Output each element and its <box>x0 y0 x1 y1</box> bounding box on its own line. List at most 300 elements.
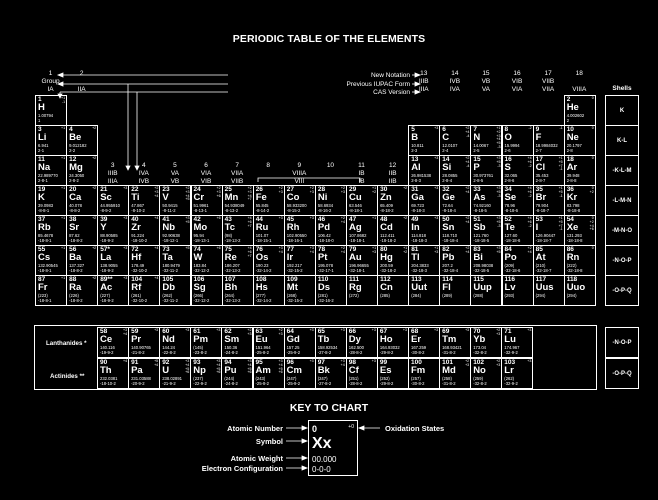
element-cell-hf <box>128 245 160 276</box>
oxidation-states: -1 <box>559 126 563 130</box>
atomic-number: 41 <box>162 216 170 223</box>
atomic-weight: 4.002602 <box>566 113 585 118</box>
element-cell-in <box>408 215 440 246</box>
element-cell-cr <box>191 185 223 216</box>
element-cell-te <box>502 215 534 246</box>
atomic-number: 56 <box>69 246 77 253</box>
electron-config: -18-18-3 <box>411 238 428 243</box>
element-cell-cm <box>284 358 316 389</box>
oxidation-states: +3 <box>465 328 470 332</box>
element-cell-be <box>66 125 98 156</box>
atomic-number: 24 <box>193 186 201 193</box>
element-cell-am <box>253 358 285 389</box>
electron-config: -18-16-1 <box>286 238 303 243</box>
atomic-number: 50 <box>442 216 450 223</box>
element-cell-i <box>533 215 565 246</box>
electron-config: -8-18-2 <box>380 208 394 213</box>
symbol: Uup <box>473 282 492 293</box>
atomic-number: 3 <box>38 126 42 133</box>
atomic-weight: (251) <box>348 376 359 381</box>
oxidation-states: +3 +4 +5 +6 <box>216 359 221 375</box>
electron-config: -8-9-2 <box>100 208 112 213</box>
atomic-number: 96 <box>286 359 294 366</box>
electron-config: -8-18-4 <box>442 208 456 213</box>
atomic-number: 14 <box>442 156 450 163</box>
electron-config: -32-18-8 <box>566 268 583 273</box>
symbol: Eu <box>255 334 268 345</box>
electron-config: 2-6 <box>504 148 511 153</box>
atomic-weight: 137.327 <box>69 263 85 268</box>
group-label: IB <box>358 178 365 185</box>
element-cell-as <box>470 185 502 216</box>
electron-config: -18-18-5 <box>473 238 490 243</box>
element-cell-ge <box>439 185 471 216</box>
oxidation-states: +1 +5 -1 <box>558 186 563 198</box>
symbol: Sn <box>442 222 455 233</box>
group-label: IVB <box>138 178 150 185</box>
oxidation-states: +3 +5 -3 <box>496 156 501 168</box>
symbol: As <box>473 192 486 203</box>
electron-config: -18-18-0 <box>317 238 334 243</box>
element-cell-h <box>35 95 67 126</box>
atomic-number: 66 <box>348 328 357 335</box>
oxidation-states: +1 +3 <box>434 246 439 254</box>
atomic-number: 32 <box>442 186 450 193</box>
atomic-number: 81 <box>411 246 419 253</box>
electron-config: -32-11-2 <box>162 268 178 273</box>
atomic-weight: 85.4678 <box>38 233 54 238</box>
electron-config: 2 <box>566 118 570 123</box>
element-cell-pb <box>439 245 471 276</box>
electron-config: -32-18-4 <box>442 268 459 273</box>
oxidation-states: +1 <box>60 216 66 220</box>
oxidation-states: +3 <box>527 328 532 332</box>
atomic-weight: 180.9479 <box>162 263 180 268</box>
electron-config: -18-18-6 <box>504 238 521 243</box>
oxidation-states: +3 +4 +5 +6 <box>278 359 283 375</box>
symbol: Cu <box>349 192 362 203</box>
atomic-weight: 55.845 <box>255 203 269 208</box>
atomic-number: 58 <box>100 328 108 335</box>
atomic-number: 10 <box>566 126 574 133</box>
atomic-number: 106 <box>193 276 205 283</box>
atomic-number: 93 <box>193 359 201 366</box>
atomic-weight: (252) <box>379 376 390 381</box>
symbol: Bh <box>224 282 238 293</box>
symbol: No <box>473 365 486 376</box>
electron-config: -32-18-1 <box>349 268 365 273</box>
symbol: H <box>38 102 45 113</box>
oxidation-states: +3 <box>123 246 128 250</box>
atomic-weight: 138.9055 <box>100 263 118 268</box>
oxidation-states: +3 +5 -3 <box>496 216 501 228</box>
element-cell-ra <box>66 275 98 306</box>
group-label: VIIB <box>230 178 244 185</box>
electron-config: -31-8-2 <box>442 381 456 386</box>
symbol: Uus <box>535 282 554 293</box>
electron-config: -30-8-2 <box>411 381 425 386</box>
atomic-weight: 140.90765 <box>131 345 151 350</box>
atomic-weight: 102.90550 <box>286 233 307 238</box>
symbol: He <box>566 102 579 113</box>
group-number-2: 2 <box>79 70 84 77</box>
shells-header: Shells <box>612 85 632 92</box>
new-notation-label: New Notation <box>370 72 410 79</box>
electron-config: 1 <box>38 118 41 123</box>
atomic-weight: 183.84 <box>193 263 207 268</box>
electron-config: -21-8-2 <box>131 350 145 355</box>
atomic-weight: (288) <box>473 293 484 298</box>
atomic-weight: 51.9961 <box>193 203 209 208</box>
electron-config: -32-14-2 <box>255 268 272 273</box>
electron-config: -29-8-2 <box>379 381 394 386</box>
group-number-4: 4 <box>142 162 146 169</box>
group-number-13: 13 <box>420 70 428 77</box>
atomic-number: 9 <box>535 126 540 133</box>
atomic-number: 72 <box>131 246 139 253</box>
atomic-number: 36 <box>566 186 574 193</box>
electron-config: -8-8-2 <box>69 208 81 213</box>
symbol: Sm <box>224 334 240 345</box>
atomic-number: 107 <box>224 276 236 283</box>
key-example-number: 0 <box>312 424 318 434</box>
atomic-number: 4 <box>69 126 73 133</box>
symbol: Ra <box>69 282 82 293</box>
key-example-symbol: Xx <box>312 435 332 452</box>
atomic-weight: 10.811 <box>411 143 424 148</box>
atomic-weight: 6.941 <box>38 143 49 148</box>
electron-config: -18-8-2 <box>69 238 83 243</box>
element-cell-tl <box>408 245 440 276</box>
electron-config: -18-9-2 <box>100 298 114 303</box>
oxidation-states: +2 +4 <box>465 246 470 254</box>
atomic-weight: 168.93421 <box>442 345 462 350</box>
atomic-weight: 1.00794 <box>38 113 54 118</box>
atomic-weight: (257) <box>411 376 421 381</box>
symbol: Mn <box>224 192 239 203</box>
element-cell-th <box>97 358 129 389</box>
atomic-weight: 39.0983 <box>38 203 54 208</box>
oxidation-states: +3 <box>309 359 314 363</box>
symbol: Ta <box>162 252 173 263</box>
atomic-number: 94 <box>224 359 232 366</box>
atomic-number: 46 <box>317 216 326 223</box>
oxidation-states: +1 <box>371 216 377 220</box>
element-cell-dy <box>346 327 378 358</box>
atomic-weight: 26.981538 <box>411 173 431 178</box>
electron-config: -32-11-2 <box>162 298 178 303</box>
group-number-3: 3 <box>110 162 115 169</box>
symbol: Br <box>535 192 547 203</box>
atomic-number: 13 <box>411 156 419 163</box>
element-cell-sn <box>439 215 471 246</box>
atomic-number: 57* <box>100 246 110 253</box>
group-number-16: 16 <box>513 70 521 77</box>
oxidation-states: +2 +3 <box>496 359 501 367</box>
symbol: Kr <box>566 192 578 203</box>
symbol: F <box>535 132 542 143</box>
symbol: Pu <box>224 365 237 376</box>
element-cell-hg <box>377 245 409 276</box>
oxidation-states: 0 <box>591 126 594 130</box>
electron-config: -22-8-2 <box>162 350 176 355</box>
element-cell-bi <box>470 245 502 276</box>
element-cell-au <box>346 245 378 276</box>
shell-cell: -N-O-P <box>605 245 639 276</box>
atomic-weight: 47.867 <box>131 203 145 208</box>
atomic-number: 44 <box>255 216 263 223</box>
symbol: Mt <box>286 282 298 293</box>
element-cell-sc <box>97 185 129 216</box>
symbol: Ir <box>286 252 294 263</box>
oxidation-states: +3 <box>434 216 439 220</box>
element-cell-pu <box>221 358 253 389</box>
atomic-weight: 88.90585 <box>100 233 118 238</box>
atomic-weight: 74.92160 <box>473 203 491 208</box>
symbol: Rn <box>566 252 580 263</box>
element-cell-fl <box>439 275 471 306</box>
cas-version-label: CAS Version <box>373 89 410 96</box>
atomic-weight: (247) <box>286 376 297 381</box>
symbol: Zn <box>380 192 392 203</box>
atomic-number: 97 <box>317 359 325 366</box>
group-label: IIIA <box>107 178 118 185</box>
atomic-weight: 118.710 <box>442 233 458 238</box>
element-cell-tb <box>315 327 347 358</box>
group-label: IVB <box>449 78 461 85</box>
electron-config: -32-15-2 <box>286 268 303 273</box>
symbol: Ga <box>411 192 424 203</box>
atomic-weight: (261) <box>131 293 142 298</box>
element-cell-sm <box>221 327 253 358</box>
atomic-weight: 186.207 <box>224 263 240 268</box>
atomic-number: 112 <box>380 276 391 283</box>
oxidation-states: +2 +3 +4 +5 <box>185 186 190 202</box>
element-cell-rg <box>346 275 378 306</box>
symbol: Na <box>38 162 51 173</box>
element-cell-ag <box>346 215 378 246</box>
atomic-weight: 164.93032 <box>379 345 400 350</box>
element-cell-he <box>564 95 596 126</box>
element-cell-lu <box>501 327 533 358</box>
atomic-number: 69 <box>442 328 450 335</box>
atomic-number: 52 <box>504 216 512 223</box>
electron-config: -18-8-2 <box>69 298 83 303</box>
element-cell-ti <box>128 185 160 216</box>
atomic-number: 23 <box>162 186 170 193</box>
atomic-weight: 54.938049 <box>224 203 245 208</box>
group-label: VIIA <box>230 170 244 177</box>
element-cell-ho <box>377 327 409 358</box>
symbol: Db <box>162 282 176 293</box>
symbol: Tl <box>411 252 420 263</box>
symbol: Re <box>224 252 237 263</box>
element-cell-ir <box>284 245 316 276</box>
symbol: Te <box>504 222 515 233</box>
group-label: VIIIA <box>292 170 307 177</box>
shell-cell: -O-P-Q <box>605 358 639 389</box>
atomic-number: 25 <box>224 186 232 193</box>
group-label: VIIIA <box>572 86 587 93</box>
symbol: U <box>162 365 170 376</box>
atomic-weight: 15.9994 <box>504 143 520 148</box>
electron-config: -32-13-2 <box>224 268 241 273</box>
electron-config: -32-8-2 <box>473 350 487 355</box>
atomic-number: 38 <box>69 216 77 223</box>
atomic-number: 54 <box>566 216 574 223</box>
element-cell-lv <box>502 275 534 306</box>
shell-cell: -O-P-Q <box>605 275 639 306</box>
atomic-number: 34 <box>504 186 512 193</box>
atomic-number: 118 <box>566 276 578 283</box>
oxidation-states: +3 <box>123 276 128 280</box>
atomic-weight: (277) <box>255 293 266 298</box>
element-cell-tm <box>439 327 471 358</box>
oxidation-states: +2 +4 -4 <box>465 156 470 168</box>
electron-config: -32-15-2 <box>286 298 303 303</box>
atomic-number: 61 <box>193 328 201 335</box>
element-cell-sg <box>191 275 223 306</box>
group-label: VIA <box>511 86 523 93</box>
oxidation-states: +3 +5 <box>496 246 501 254</box>
key-atomic-weight-label: Atomic Weight <box>230 454 283 463</box>
electron-config: -18-8-1 <box>38 268 52 273</box>
element-cell-v <box>159 185 191 216</box>
electron-config: -18-18-1 <box>349 238 365 243</box>
atomic-weight: (98) <box>224 233 233 238</box>
atomic-number: 76 <box>255 246 263 253</box>
element-cell-uup <box>470 275 502 306</box>
shell-cell: K <box>605 95 639 126</box>
symbol: Rf <box>131 282 142 293</box>
atomic-weight: (209) <box>504 263 515 268</box>
element-cell-no <box>470 358 502 389</box>
group-label: IIB <box>388 170 397 177</box>
oxidation-states: +4 +6 -2 <box>527 216 532 228</box>
shell-cell: -L-M-N <box>605 185 639 216</box>
symbol: Au <box>349 252 362 263</box>
atomic-number: 15 <box>473 156 481 163</box>
symbol: Be <box>69 132 82 143</box>
atomic-weight: (266) <box>193 293 204 298</box>
shell-cell: -M-N-O <box>605 215 639 246</box>
electron-config: -32-16-2 <box>317 298 334 303</box>
element-cell-ne <box>564 125 596 156</box>
electron-config: -8-18-1 <box>349 208 363 213</box>
electron-config: -18-12-1 <box>162 238 179 243</box>
electron-config: -8-18-3 <box>411 208 425 213</box>
symbol: B <box>411 132 419 143</box>
electron-config: -8-13-1 <box>193 208 207 213</box>
atomic-number: 78 <box>317 246 326 253</box>
atomic-weight: 140.116 <box>100 345 115 350</box>
atomic-number: 55 <box>38 246 46 253</box>
oxidation-states: +2 <box>92 246 97 250</box>
shell-cell: -K-L-M <box>605 155 639 186</box>
oxidation-states: +3 <box>434 156 439 160</box>
electron-config: 2-8-7 <box>535 178 546 183</box>
element-cell-yb <box>470 327 502 358</box>
atomic-number: 85 <box>535 246 543 253</box>
oxidation-states: -2 <box>528 126 532 130</box>
atomic-weight: (145) <box>193 345 204 350</box>
atomic-number: 114 <box>442 276 453 283</box>
oxidation-states: +3 <box>433 328 439 332</box>
symbol: Pd <box>317 222 331 233</box>
oxidation-states: +3 <box>527 359 532 363</box>
oxidation-states: +5 +4 <box>154 359 159 367</box>
key-example-oxidation: +0 <box>348 424 354 430</box>
electron-config: -21-9-2 <box>162 381 176 386</box>
oxidation-states: +2 <box>92 216 97 220</box>
atomic-weight: (293) <box>504 293 515 298</box>
atomic-number: 88 <box>69 276 77 283</box>
atomic-number: 47 <box>349 216 357 223</box>
symbol: Er <box>411 334 422 345</box>
atomic-number: 22 <box>131 186 139 193</box>
symbol: Lu <box>504 334 516 345</box>
key-example-config: 0-0-0 <box>312 465 331 474</box>
key-atomic-number-label: Atomic Number <box>227 424 283 433</box>
electron-config: -18-15-1 <box>255 238 272 243</box>
atomic-number: 35 <box>535 186 543 193</box>
oxidation-states: +2 +3 <box>340 186 345 194</box>
atomic-weight: (262) <box>162 293 173 298</box>
symbol: O <box>504 132 512 143</box>
atomic-number: 17 <box>535 156 543 163</box>
electron-config: -18-13-1 <box>193 238 210 243</box>
oxidation-states: +1 -1 <box>60 96 66 104</box>
oxidation-states: 0 <box>591 246 594 250</box>
symbol: V <box>162 192 169 203</box>
symbol: Mo <box>193 222 208 233</box>
atomic-number: 70 <box>473 328 481 335</box>
symbol: Al <box>411 162 421 173</box>
atomic-number: 29 <box>349 186 357 193</box>
element-cell-nd <box>159 327 191 358</box>
element-cell-rh <box>284 215 316 246</box>
symbol: W <box>193 252 203 263</box>
atomic-number: 100 <box>411 359 422 366</box>
symbol: Gd <box>286 334 300 345</box>
atomic-weight: 18.9984032 <box>535 143 558 148</box>
atomic-number: 64 <box>286 328 294 335</box>
symbol: C <box>442 132 450 143</box>
oxidation-states: +4 +6 +7 <box>247 246 252 258</box>
atomic-weight: 174.967 <box>504 345 520 350</box>
key-electron-config-label: Electron Configuration <box>201 464 283 473</box>
element-cell-ga <box>408 185 440 216</box>
electron-config: -23-8-2 <box>193 350 207 355</box>
electron-config: -32-9-2 <box>504 350 518 355</box>
atomic-number: 30 <box>380 186 388 193</box>
symbol: Ti <box>131 192 140 203</box>
electron-config: 2-8-4 <box>442 178 453 183</box>
atomic-number: 21 <box>100 186 108 193</box>
symbol: Ds <box>317 282 331 293</box>
electron-config: -25-8-2 <box>255 350 269 355</box>
atomic-number: 99 <box>379 359 388 366</box>
shell-cell: -N-O-P <box>605 327 639 358</box>
atomic-weight: 9.012182 <box>69 143 87 148</box>
group-label: VA <box>170 170 180 177</box>
atomic-number: 68 <box>411 328 419 335</box>
element-cell-at <box>533 245 565 276</box>
oxidation-states: +3 +4 <box>309 246 314 254</box>
electron-config: -8-18-6 <box>504 208 518 213</box>
electron-config: -8-10-2 <box>131 208 145 213</box>
symbol: Fl <box>442 282 451 293</box>
